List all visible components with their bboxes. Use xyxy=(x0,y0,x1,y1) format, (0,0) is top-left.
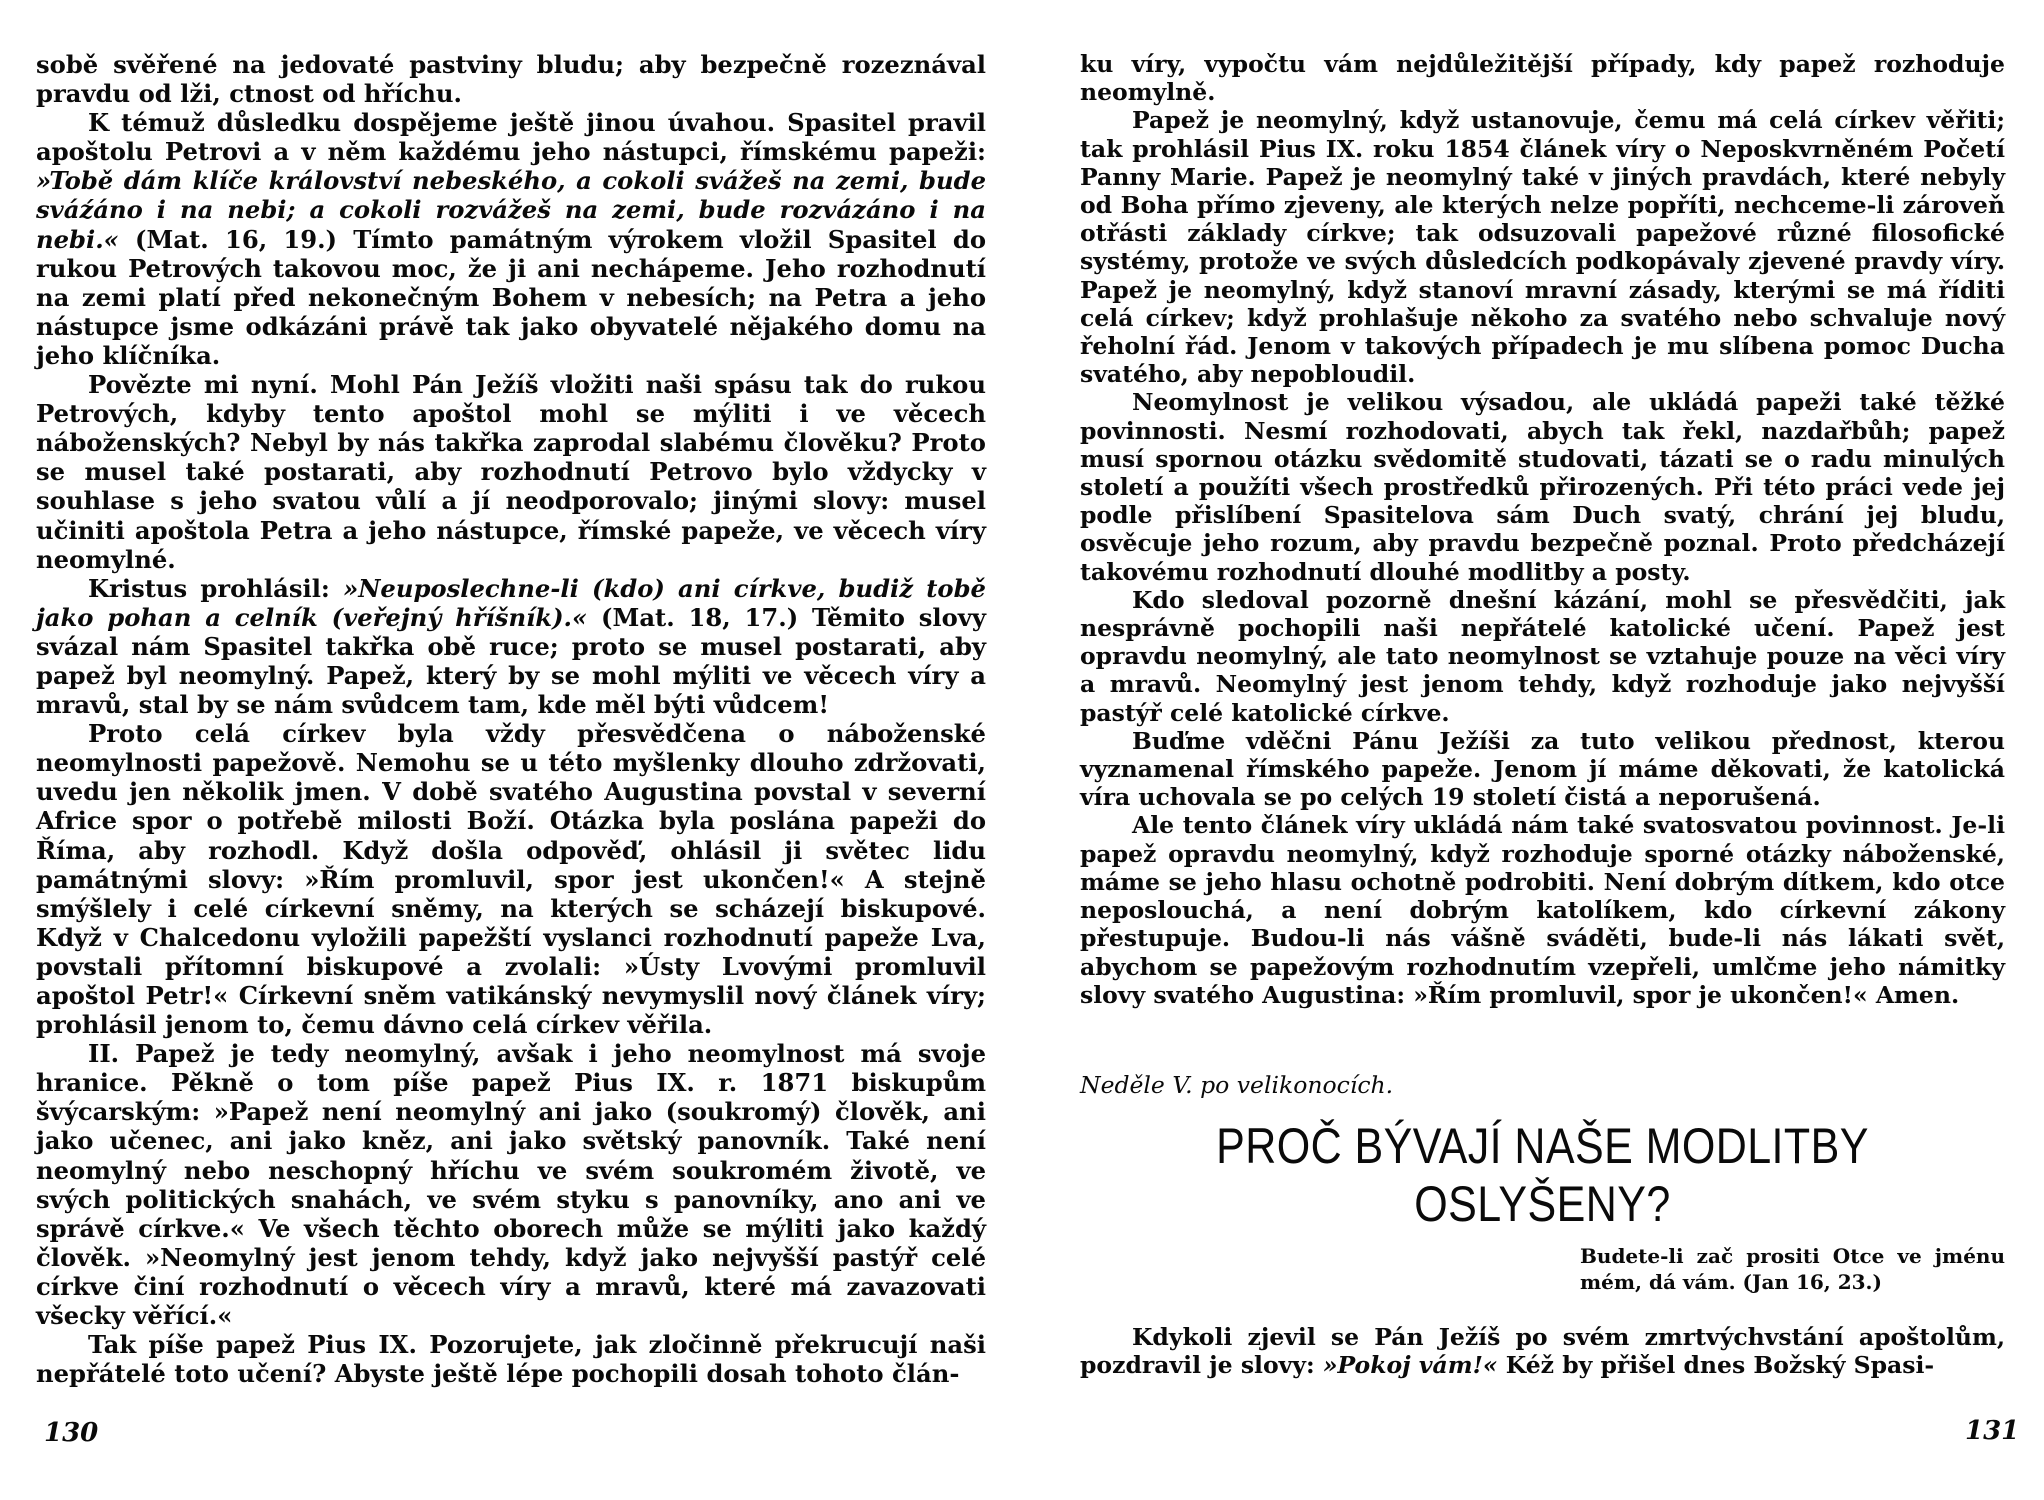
sunday-heading: Neděle V. po velikonocích. xyxy=(1080,1070,1394,1099)
paragraph-text: Papež je neomylný, když ustanovuje, čemu má celá církev věřiti; tak prohlásil Pius IX. roku 1854 článek víry o Neposkvrněném Početí Panny Marie. Papež je neomylný také v jiných pravdách, které nebyly od Boha přímo zjeveny, ale kterých nelze popříti, nechceme-li zároveň otřásti základy církve; tak odsuzovali papežové různé filosofické systémy, protože ve svých důsledcích podkopávaly zjevené pravdy víry. Papež je neomylný, když stanoví mravní zásady, kterými se má říditi celá církev; když prohlašuje někoho za svatého nebo schvaluje nový řeholní řád. Jenom v takových případech je mu slíbena pomoc Ducha svatého, aby nepobloudil. xyxy=(1080,106,2005,389)
paragraph-text: sobě svěřené na jedovaté pastviny bludu; aby bezpečně rozeznával pravdu od lži, ctnost od hříchu. xyxy=(36,50,986,109)
paragraph-text: (Mat. 18, 17.) Těmito slovy svázal nám Spasitel takřka obě ruce; proto se musel postarati, aby papež byl neomylný. Papež, který by se mohl mýliti ve věcech víry a mravů, stal by se nám svůdcem tam, kde měl býti vůdcem! xyxy=(36,602,986,720)
right-page xyxy=(1080,50,2005,1380)
paragraph-text: Proto celá církev byla vždy přesvědčena o náboženské neomylnosti papežově. Nemohu se u této myšlenky dlouho zdržovati, uvedu jen několik jmen. V době svatého Augustina povstal v severní Africe spor o potřebě milosti Boží. Otázka byla poslána papeži do Říma, aby rozhodl. Když došla odpověď, ohlásil ji světec lidu památnými slovy: »Řím promluvil, spor jest ukončen!« A stejně smýšlely i celé církevní sněmy, na kterých se scházejí biskupové. Když v Chalcedonu vyložili papežští vyslanci rozhodnutí papeže Lva, povstali přítomní biskupové a zvolali: »Ústy Lvovými promluvil apoštol Petr!« Církevní sněm vatikánský nevymyslil nový článek víry; prohlásil jenom to, čemu dávno celá církev věřila. xyxy=(36,719,986,1040)
paragraph-text: Buďme vděčni Pánu Ježíši za tuto velikou přednost, kterou vyznamenal římského papeže. Jenom jí máme děkovati, že katolická víra uchovala se po celých 19 století čistá a neporušená. xyxy=(1080,726,2005,812)
body-paragraph xyxy=(1080,811,2005,1008)
epigraph: Budete-li zač prositi Otce ve jménu mém, dá vám. (Jan 16, 23.) xyxy=(1580,1244,2005,1295)
paragraph-text: Neomylnost je velikou výsadou, ale ukládá papeži také těžké povinnosti. Nesmí rozhodovati, abych tak řekl, nazdařbůh; papež musí spornou otázku svědomitě studovati, tázati se o radu minulých století a použíti všech prostředků přirozených. Při této práci vede jej podle přislíbení Spasitelova sám Duch svatý, chrání jej bludu, osvěcuje jeho rozum, aby pravdu bezpečně poznal. Proto předcházejí takovému rozhodnutí dlouhé modlitby a posty. xyxy=(1080,388,2005,586)
paragraph-text: Kristus prohlásil: xyxy=(88,573,344,603)
body-paragraph xyxy=(36,50,986,108)
body-paragraph xyxy=(36,574,986,719)
paragraph-text: II. Papež je tedy neomylný, avšak i jeho neomylnost má svoje hranice. Pěkně o tom píše papež Pius IX. r. 1871 biskupům švýcarským: »Papež není neomylný ani jako (soukromý) člověk, ani jako učenec, ani jako kněz, ani jako světský panovník. Také není neomylný nebo neschopný hříchu ve svém soukromém životě, ve svých politických snahách, ve svém styku s panovníky, ano ani ve správě církve.« Ve všech těchto oborech může se mýliti jako každý člověk. »Neomylný jest jenom tehdy, když jako nejvyšší pastýř celé církve činí rozhodnutí o věcech víry a mravů, které má zavazovati všecky věřící.« xyxy=(36,1039,986,1331)
quotation-text: »Pokoj vám!« xyxy=(1322,1351,1498,1380)
paragraph-text: (Mat. 16, 19.) Tímto památným výrokem vložil Spasitel do rukou Petrových takovou moc, že ji ani nechápeme. Jeho rozhodnutí na zemi platí před nekonečným Bohem v nebesích; na Petra a jeho nástupce jsme odkázáni právě tak jako obyvatelé nějakého domu na jeho klíčníka. xyxy=(36,224,986,370)
body-paragraph xyxy=(1080,727,2005,812)
paragraph-text: Kdo sledoval pozorně dnešní kázání, mohl se přesvědčiti, jak nesprávně pochopili naši nepřátelé katolické učení. Papež jest opravdu neomylný, ale tato neomylnost se vztahuje pouze na věci víry a mravů. Neomylný jest jenom tehdy, když rozhoduje jako nejvyšší pastýř celé katolické církve. xyxy=(1080,585,2005,727)
body-paragraph xyxy=(36,370,986,574)
paragraph-text: Kdykoli zjevil se Pán Ježíš po svém zmrtvýchvstání apoštolům, pozdravil je slovy: xyxy=(1080,1323,2005,1380)
right-page-number: 131 xyxy=(1965,1416,2020,1446)
body-paragraph xyxy=(36,1039,986,1330)
body-paragraph xyxy=(36,108,986,370)
left-page-number: 130 xyxy=(44,1418,99,1448)
body-paragraph xyxy=(1080,50,2005,106)
body-paragraph xyxy=(1080,388,2005,585)
body-paragraph xyxy=(1080,106,2005,388)
paragraph-text: K témuž důsledku dospějeme ještě jinou úvahou. Spasitel pravil apoštolu Petrovi a v něm každému jeho nástupci, římskému papeži: xyxy=(36,108,986,167)
paragraph-text: Ale tento článek víry ukládá nám také svatosvatou povinnost. Je-li papež opravdu neomylný, když rozhoduje sporné otázky náboženské, máme se jeho hlasu ochotně podrobiti. Není dobrým dítkem, kdo otce neposlouchá, a není dobrým katolíkem, kdo církevní zákony přestupuje. Budou-li nás vášně sváděti, bude-li nás lákati svět, abychom se papežovým rozhodnutím vzepřeli, umlčme jeho námitky slovy svatého Augustina: »Řím promluvil, spor je ukončen!« Amen. xyxy=(1080,811,2005,1009)
paragraph-text: Povězte mi nyní. Mohl Pán Ježíš vložiti naši spásu tak do rukou Petrových, kdyby tento apoštol mohl se mýliti i ve věcech náboženských? Nebyl by nás takřka zaprodal slabému člověku? Proto se musel také postarati, aby rozhodnutí Petrovo bylo vždycky v souhlase s jeho svatou vůlí a jí neodporovalo; jinými slovy: musel učiniti apoštola Petra a jeho nástupce, římské papeže, ve věcech víry neomylné. xyxy=(36,370,986,574)
body-paragraph xyxy=(36,1330,986,1388)
quotation-text: »Neuposlechne-li (kdo) ani církve, budiž tobě jako pohan a celník (veřejný hříšník).« xyxy=(36,573,986,632)
body-paragraph xyxy=(36,719,986,1039)
quotation-text: »Tobě dám klíče království nebeského, a cokoli svážeš na zemi, bude sváźáno i na nebi; a cokoli rozvážeš na zemi, bude rozvázáno i na nebi.« xyxy=(36,166,986,254)
sermon-title: PROČ BÝVAJÍ NAŠE MODLITBY OSLYŠENY? xyxy=(1216,1118,1869,1233)
left-page xyxy=(36,50,986,1388)
paragraph-text: Tak píše papež Pius IX. Pozorujete, jak zločinně překrucují naši nepřátelé toto učení? Abyste ještě lépe pochopili dosah tohoto člán- xyxy=(36,1330,986,1389)
paragraph-text: ku víry, vypočtu vám nejdůležitější případy, kdy papež rozhoduje neomylně. xyxy=(1080,50,2005,107)
paragraph-text: Kéž by přišel dnes Božský Spasi- xyxy=(1497,1351,1935,1380)
body-paragraph xyxy=(1080,1323,2005,1379)
body-paragraph xyxy=(1080,586,2005,727)
